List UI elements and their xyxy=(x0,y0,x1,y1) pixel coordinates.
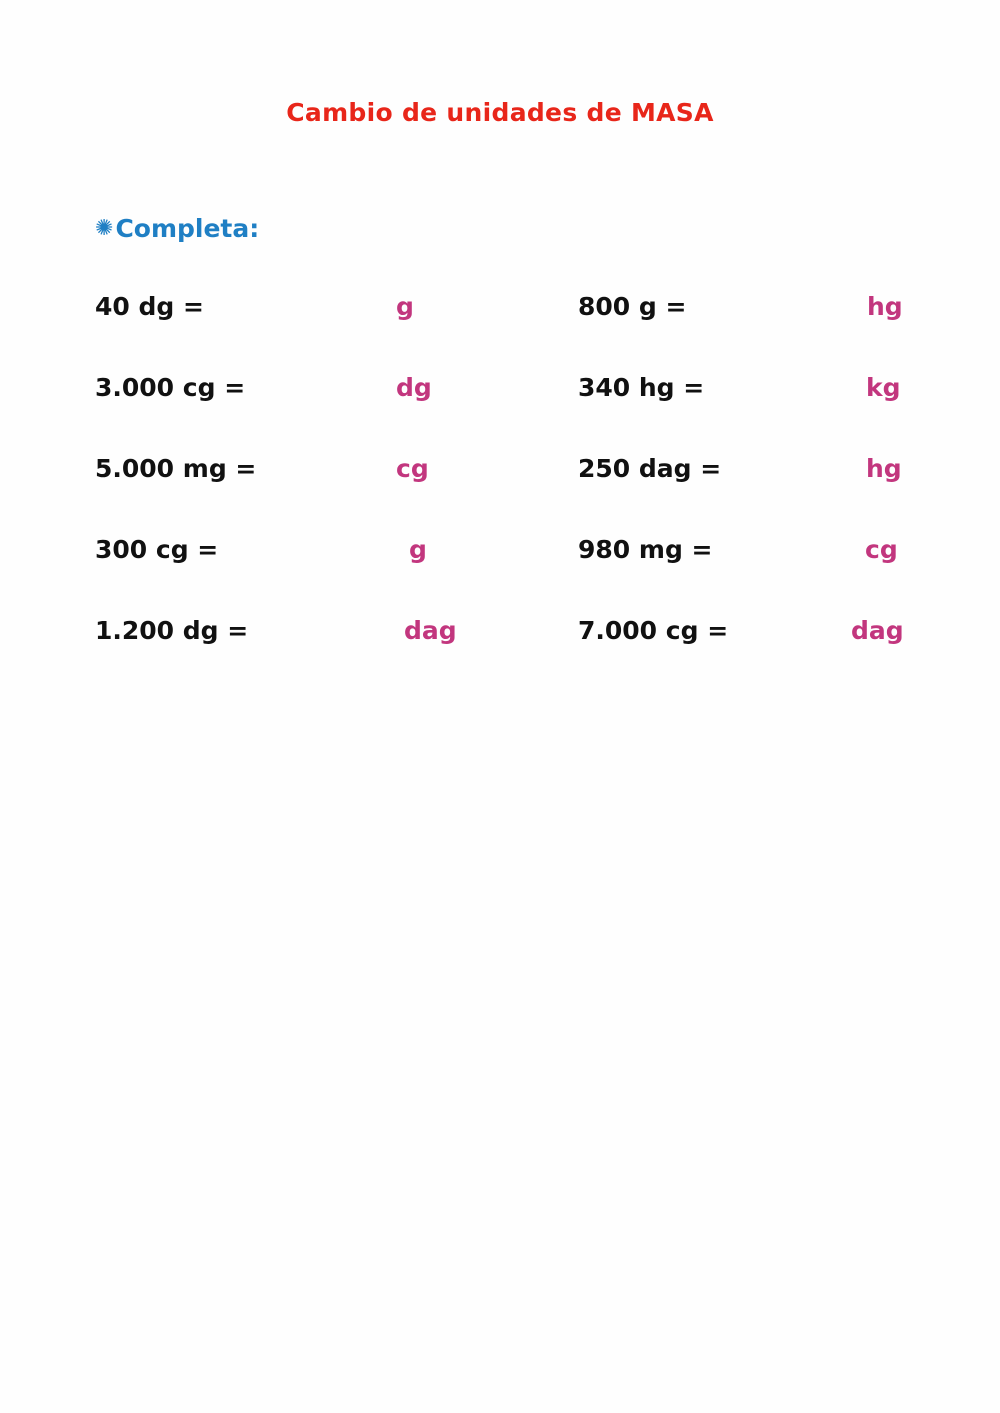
page-title: Cambio de unidades de MASA xyxy=(286,98,714,127)
target-unit: dg xyxy=(396,373,432,402)
exercise-row xyxy=(578,535,918,575)
exercise-expression: 3.000 cg = xyxy=(95,373,246,402)
target-unit: cg xyxy=(865,535,898,564)
exercise-row xyxy=(578,454,918,494)
exercise-expression: 1.200 dg = xyxy=(95,616,249,645)
target-unit: dag xyxy=(404,616,457,645)
instruction-heading xyxy=(95,214,259,243)
exercise-expression: 800 g = xyxy=(578,292,687,321)
instruction-label: Completa: xyxy=(115,214,260,243)
exercise-expression: 40 dg = xyxy=(95,292,204,321)
exercise-expression: 7.000 cg = xyxy=(578,616,729,645)
target-unit: dag xyxy=(851,616,904,645)
exercise-expression: 300 cg = xyxy=(95,535,219,564)
target-unit: g xyxy=(396,292,414,321)
exercise-row xyxy=(95,373,495,413)
exercise-row xyxy=(95,535,495,575)
target-unit: hg xyxy=(867,292,903,321)
exercise-expression: 250 dag = xyxy=(578,454,722,483)
target-unit: kg xyxy=(866,373,901,402)
exercise-row xyxy=(578,616,918,656)
exercise-row xyxy=(95,454,495,494)
exercise-row xyxy=(95,292,495,332)
target-unit: cg xyxy=(396,454,429,483)
target-unit: hg xyxy=(866,454,902,483)
exercise-row xyxy=(95,616,495,656)
exercise-expression: 980 mg = xyxy=(578,535,713,564)
exercise-row xyxy=(578,292,918,332)
exercise-expression: 340 hg = xyxy=(578,373,705,402)
exercise-expression: 5.000 mg = xyxy=(95,454,257,483)
asterisk-star-icon: ✺ xyxy=(95,215,114,241)
exercise-row xyxy=(578,373,918,413)
target-unit: g xyxy=(409,535,427,564)
